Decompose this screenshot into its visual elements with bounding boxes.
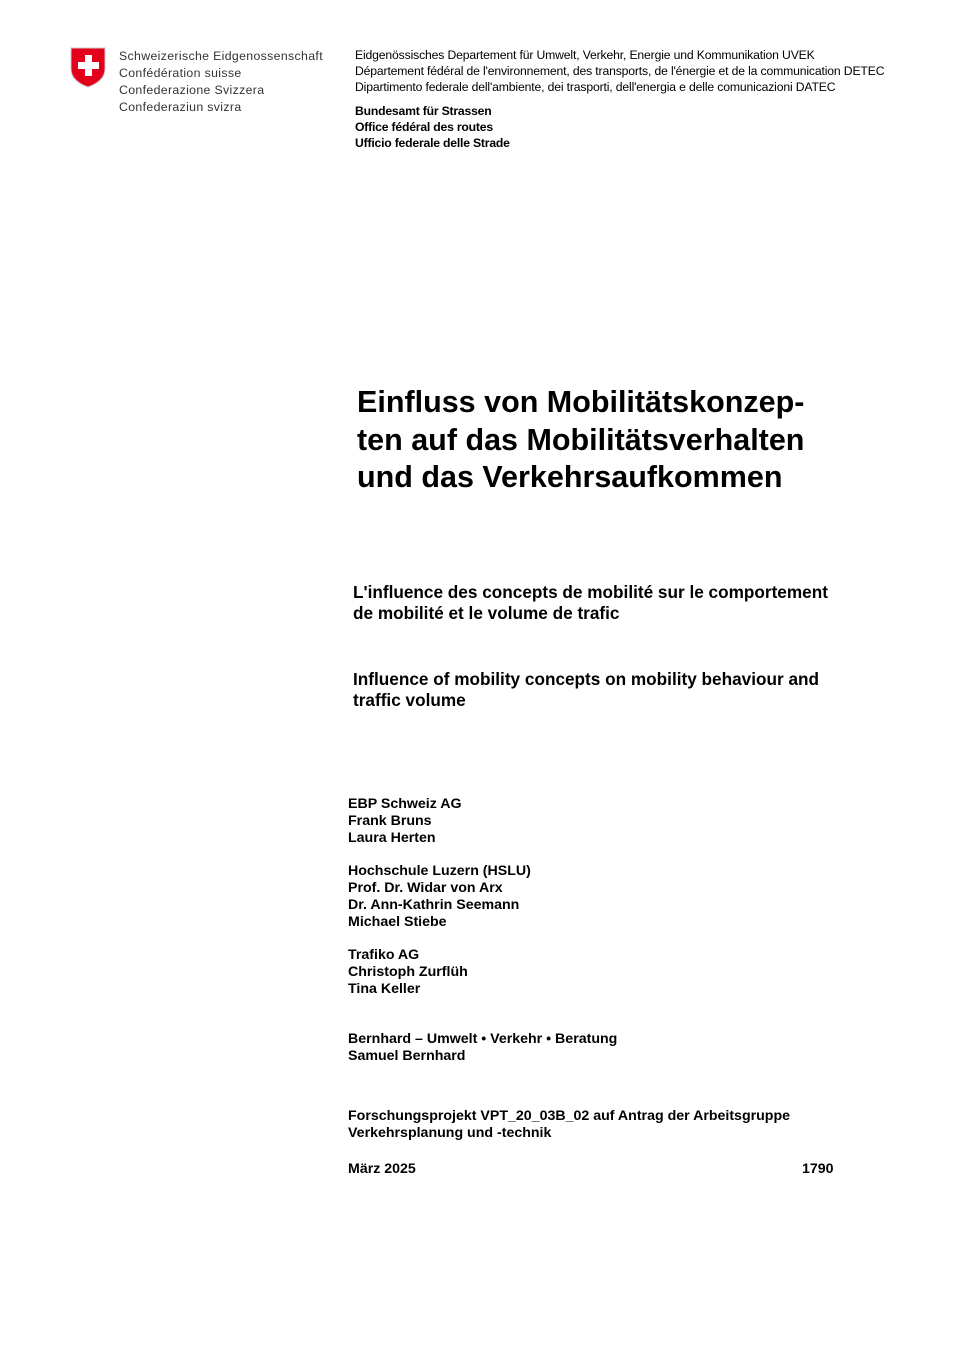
- author-group-bernhard: [348, 1031, 908, 1065]
- author-name: Tina Keller: [348, 981, 421, 997]
- organization-name: Trafiko AG: [348, 947, 420, 963]
- author-name: Michael Stiebe: [348, 914, 447, 930]
- project-line: Verkehrsplanung und -technik: [348, 1125, 552, 1141]
- confederation-line: Confédération suisse: [119, 66, 242, 80]
- office-line: Ufficio federale delle Strade: [355, 136, 510, 150]
- subtitle-line: traffic volume: [353, 690, 466, 710]
- department-line: Eidgenössisches Departement für Umwelt, Verkehr, Energie und Kommunikation UVEK: [355, 48, 815, 62]
- office-line: Office fédéral des routes: [355, 120, 493, 134]
- office-names: [355, 103, 510, 151]
- author-list: [348, 796, 908, 1065]
- department-line: Département fédéral de l'environnement, des transports, de l'énergie et de la communication DETEC: [355, 64, 885, 78]
- author-name: Prof. Dr. Widar von Arx: [348, 880, 503, 896]
- title-line: Einfluss von Mobilitätskonzep-: [357, 385, 805, 419]
- author-group-ebp: [348, 796, 908, 847]
- organization-name: EBP Schweiz AG: [348, 796, 462, 812]
- author-name: Dr. Ann-Kathrin Seemann: [348, 897, 520, 913]
- subtitle-english: [353, 669, 913, 711]
- department-line: Dipartimento federale dell'ambiente, dei trasporti, dell'energia e delle comunicazioni DATEC: [355, 80, 836, 94]
- subtitle-french: [353, 582, 913, 624]
- organization-name: Bernhard – Umwelt • Verkehr • Beratung: [348, 1031, 618, 1047]
- research-project: [348, 1108, 790, 1142]
- author-name: Samuel Bernhard: [348, 1048, 466, 1064]
- confederation-line: Confederaziun svizra: [119, 100, 242, 114]
- office-line: Bundesamt für Strassen: [355, 104, 492, 118]
- report-title: [357, 384, 917, 497]
- swiss-coat-of-arms-icon: [70, 47, 106, 88]
- publication-date: März 2025: [348, 1161, 416, 1177]
- title-line: ten auf das Mobilitätsverhalten: [357, 422, 805, 457]
- subtitle-line: L'influence des concepts de mobilité sur le comportement: [353, 582, 828, 602]
- report-number: 1790: [802, 1161, 834, 1177]
- author-name: Frank Bruns: [348, 813, 432, 829]
- confederation-line: Schweizerische Eidgenossenschaft: [119, 49, 323, 63]
- project-line: Forschungsprojekt VPT_20_03B_02 auf Antrag der Arbeitsgruppe: [348, 1108, 791, 1124]
- department-names: [355, 47, 884, 95]
- author-group-trafiko: [348, 947, 908, 998]
- subtitle-line: Influence of mobility concepts on mobility behaviour and: [353, 669, 820, 689]
- author-name: Laura Herten: [348, 830, 436, 846]
- title-line: und das Verkehrsaufkommen: [357, 460, 783, 494]
- confederation-names: [119, 48, 323, 116]
- author-name: Christoph Zurflüh: [348, 964, 468, 980]
- author-group-hslu: [348, 863, 908, 931]
- organization-name: Hochschule Luzern (HSLU): [348, 863, 531, 879]
- subtitle-line: de mobilité et le volume de trafic: [353, 603, 620, 623]
- confederation-line: Confederazione Svizzera: [119, 83, 265, 97]
